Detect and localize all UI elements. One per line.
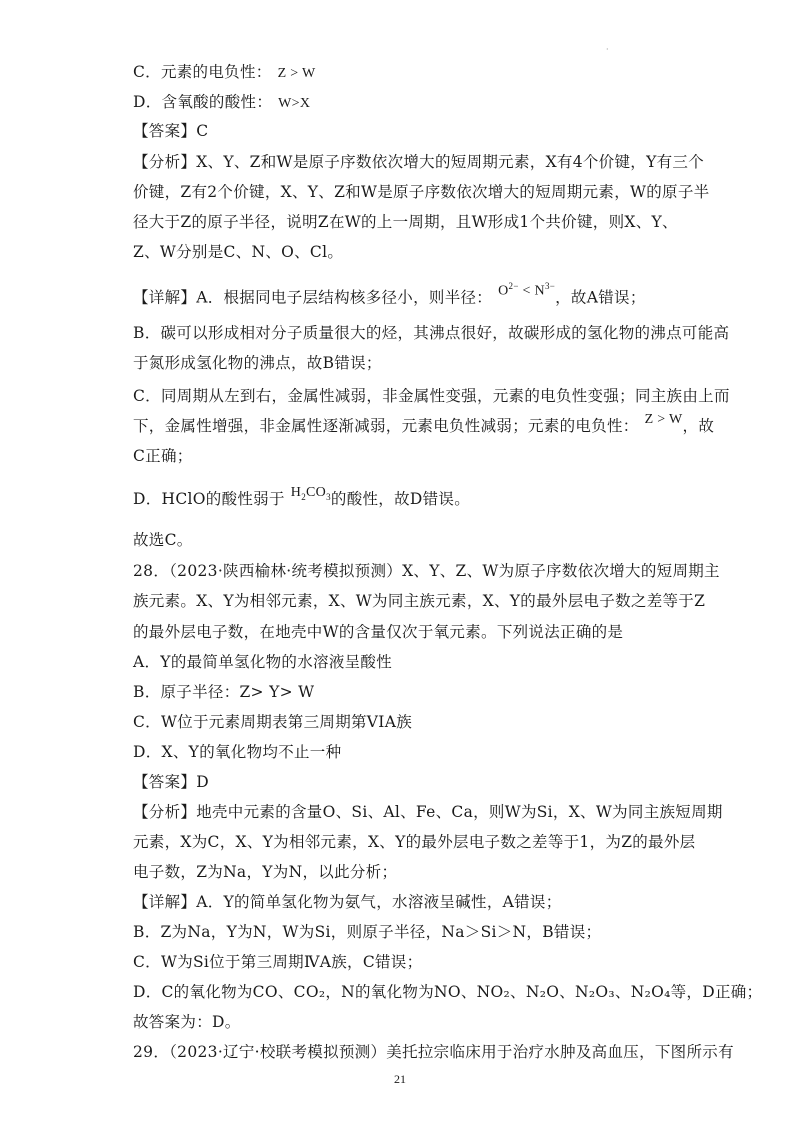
q28-detail-line: B．Z为Na，Y为N，W为Si，则原子半径，Na＞Si＞N，B错误； xyxy=(133,923,602,941)
q27-detail-a-post: ，故A错误； xyxy=(555,288,646,307)
q27-detail-c-line3: C正确； xyxy=(133,447,193,465)
corner-mark: · xyxy=(606,45,609,54)
q27-detail-b-line: 于氮形成氢化物的沸点，故B错误； xyxy=(133,354,382,372)
q27-detail-a xyxy=(133,281,646,310)
q27-option-c-text: C．元素的电负性： xyxy=(133,63,272,81)
q27-analysis-line: 价键，Z有2个价键，X、Y、Z和W是原子序数依次增大的短周期元素，W的原子半 xyxy=(133,183,710,201)
q28-option-d: D．X、Y的氧化物均不止一种 xyxy=(133,743,342,761)
q28-analysis-line: 电子数，Z为Na，Y为N，以此分析； xyxy=(133,863,398,881)
q28-option-a: A．Y的最简单氢化物的水溶液呈酸性 xyxy=(133,653,393,671)
q28-analysis-line: 【分析】地壳中元素的含量O、Si、Al、Fe、Ca，则W为Si，X、W为同主族短周期 xyxy=(133,803,723,821)
q27-analysis-line: 径大于Z的原子半径，说明Z在W的上一周期，且W形成1个共价键，则X、Y、 xyxy=(133,213,678,231)
q27-option-c xyxy=(133,62,315,84)
q27-detail-b-line: B．碳可以形成相对分子质量很大的烃，其沸点很好，故碳形成的氢化物的沸点可能高 xyxy=(133,324,730,342)
q27-option-d xyxy=(133,92,310,114)
q27-answer: 【答案】C xyxy=(133,122,209,140)
q27-option-d-text: D．含氧酸的酸性： xyxy=(133,93,273,111)
q28-detail-line: 【详解】A．Y的简单氢化物为氨气，水溶液呈碱性，A错误； xyxy=(133,893,562,911)
q27-option-c-formula: Z > W xyxy=(277,66,316,81)
q28-analysis-line: 元素，X为C，X、Y为相邻元素，X、Y的最外层电子数之差等于1，为Z的最外层 xyxy=(133,833,696,851)
q27-detail-c-line2: 下，金属性增强，非金属性逐渐减弱，元素电负性减弱；元素的电负性： Z > W，故 xyxy=(133,412,715,435)
page-number: 21 xyxy=(394,1072,406,1086)
q27-detail-a-formula: $O^{2-} < N^{3-}$ xyxy=(498,281,556,299)
q27-detail-a-pre: 【详解】A．根据同电子层结构核多径小，则半径： xyxy=(133,288,493,307)
q27-analysis-line: Z、W分别是C、N、O、Cl。 xyxy=(133,243,344,261)
q27-detail-c-formula: Z > W xyxy=(644,412,683,427)
q27-detail-d: D．HClO的酸性弱于 $H_2CO_3$的酸性，故D错误。 xyxy=(133,485,471,508)
q27-detail-c-line: C．同周期从左到右，金属性减弱，非金属性变强，元素的电负性变强；同主族由上而 xyxy=(133,387,730,405)
q28-option-c: C．W位于元素周期表第三周期第VIA族 xyxy=(133,713,413,731)
q28-stem-line: 族元素。X、Y为相邻元素，X、W为同主族元素，X、Y的最外层电子数之差等于Z xyxy=(133,592,706,610)
q28-answer: 【答案】D xyxy=(133,773,209,791)
q28-detail-line: 故答案为：D。 xyxy=(133,1013,241,1031)
q28-detail-line: C．W为Si位于第三周期ⅣA族，C错误； xyxy=(133,953,423,971)
q28-detail-line: D．C的氧化物为CO、CO₂，N的氧化物为NO、NO₂、N₂O、N₂O₃、N₂O₄等，D正确； xyxy=(133,983,763,1001)
q27-detail-d-formula: $H_2CO_3$ xyxy=(290,485,331,502)
q29-stem-start: 29．（2023·辽宁·校联考模拟预测）美托拉宗临床用于治疗水肿及高血压，下图所示有 xyxy=(133,1043,734,1061)
q28-stem-line: 28．（2023·陕西榆林·统考模拟预测）X、Y、Z、W为原子序数依次增大的短周期主 xyxy=(133,562,720,580)
q28-stem-line: 的最外层电子数，在地壳中W的含量仅次于氧元素。下列说法正确的是 xyxy=(133,623,624,641)
q28-option-b: B．原子半径：Z> Y> W xyxy=(133,683,315,701)
q27-option-d-formula: W>X xyxy=(278,96,311,111)
q27-conclusion: 故选C。 xyxy=(133,531,193,549)
q27-analysis-line: 【分析】X、Y、Z和W是原子序数依次增大的短周期元素，X有4个价键，Y有三个 xyxy=(133,153,704,171)
